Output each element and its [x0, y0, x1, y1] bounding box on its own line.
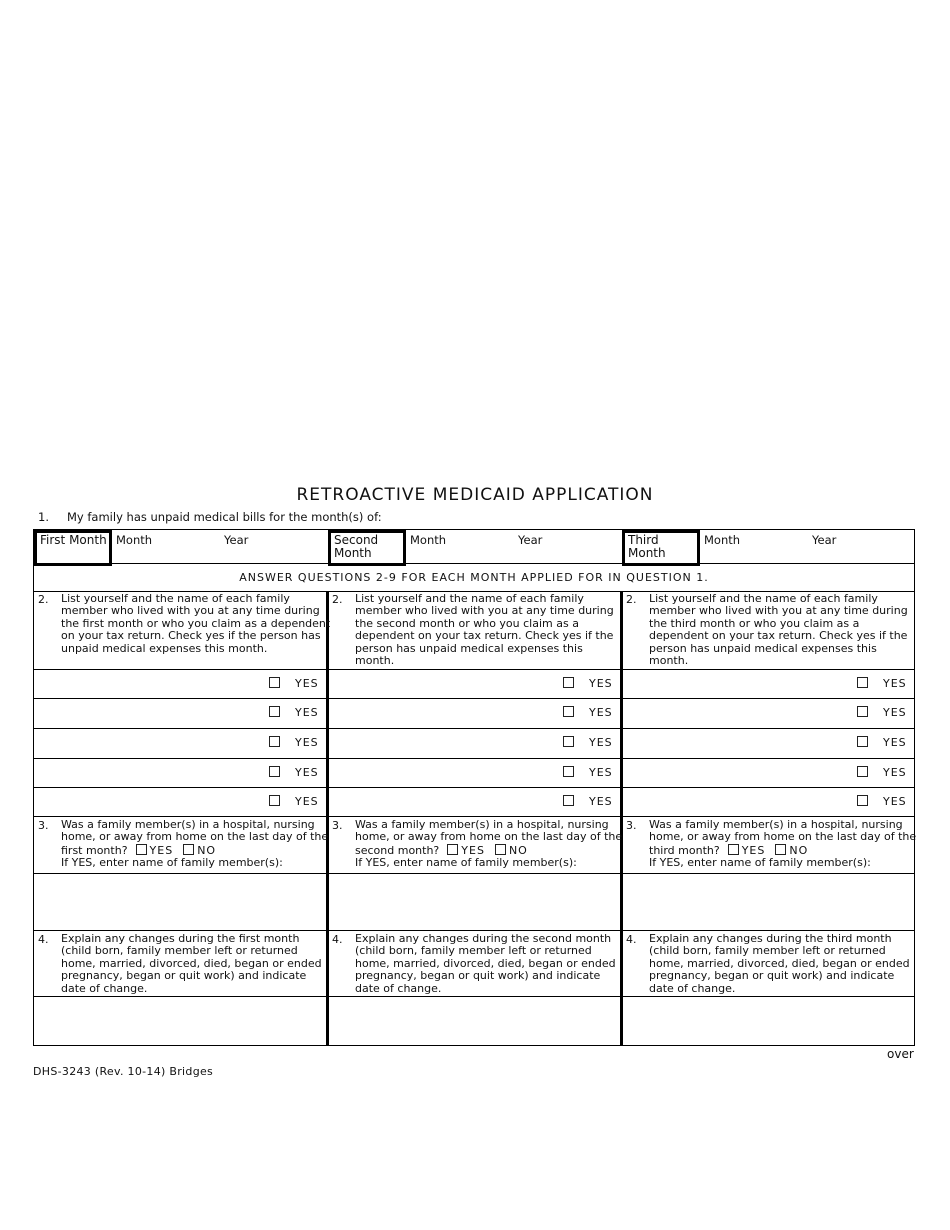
form-title: RETROACTIVE MEDICAID APPLICATION [296, 485, 654, 505]
family-member-name-field[interactable] [625, 730, 845, 755]
question-3-text-b: If YES, enter name of family member(s): [649, 856, 871, 870]
family-member-name-field[interactable] [625, 700, 845, 725]
yes-label: YES [589, 736, 613, 749]
q3-no-checkbox[interactable] [495, 844, 506, 855]
yes-checkbox[interactable] [563, 677, 574, 688]
question-3-answer-field[interactable] [625, 875, 911, 929]
yes-label: YES [295, 677, 319, 690]
yes-checkbox-row[interactable] [269, 736, 319, 749]
q3-no-label: NO [508, 843, 528, 857]
yes-label: YES [589, 677, 613, 690]
yes-label: YES [295, 766, 319, 779]
q3-yes-checkbox[interactable] [728, 844, 739, 855]
year-field-label[interactable]: Year [812, 533, 837, 547]
yes-checkbox-row[interactable] [857, 795, 907, 808]
yes-label: YES [295, 706, 319, 719]
yes-checkbox[interactable] [563, 706, 574, 717]
family-member-name-field[interactable] [37, 760, 257, 785]
yes-checkbox-row[interactable] [269, 706, 319, 719]
question-4-answer-field[interactable] [331, 998, 617, 1045]
q3-yes-label: YES [149, 843, 174, 857]
month-heading-2: Second Month [328, 530, 406, 566]
q3-no-label: NO [197, 843, 217, 857]
yes-checkbox-row[interactable] [269, 766, 319, 779]
yes-label: YES [883, 706, 907, 719]
question-3-number: 3. [332, 819, 343, 832]
question-2-number: 2. [38, 593, 49, 606]
q3-no-checkbox[interactable] [775, 844, 786, 855]
family-member-name-field[interactable] [331, 730, 551, 755]
year-field-label[interactable]: Year [224, 533, 249, 547]
question-2-number: 2. [332, 593, 343, 606]
yes-checkbox[interactable] [269, 677, 280, 688]
yes-checkbox-row[interactable] [269, 677, 319, 690]
yes-label: YES [883, 795, 907, 808]
question-3-options [720, 844, 809, 857]
question-3-text [649, 819, 919, 870]
yes-label: YES [589, 766, 613, 779]
yes-checkbox[interactable] [563, 766, 574, 777]
question-4-answer-field[interactable] [37, 998, 323, 1045]
family-member-name-field[interactable] [37, 700, 257, 725]
yes-checkbox[interactable] [563, 795, 574, 806]
family-member-name-field[interactable] [625, 671, 845, 696]
yes-checkbox[interactable] [857, 736, 868, 747]
question-1 [38, 510, 382, 524]
month-field-label[interactable]: Month [704, 533, 741, 547]
question-3-text-a: Was a family member(s) in a hospital, nursing home, or away from home on the last day of the first month? [61, 818, 329, 857]
yes-checkbox-row[interactable] [857, 677, 907, 690]
yes-label: YES [295, 795, 319, 808]
q3-yes-checkbox[interactable] [136, 844, 147, 855]
answer-instruction: ANSWER QUESTIONS 2-9 FOR EACH MONTH APPLIED FOR IN QUESTION 1. [239, 571, 709, 584]
yes-checkbox-row[interactable] [563, 766, 613, 779]
family-member-name-field[interactable] [625, 789, 845, 814]
question-3-text-b: If YES, enter name of family member(s): [61, 856, 283, 870]
question-3-text-a: Was a family member(s) in a hospital, nursing home, or away from home on the last day of the third month? [649, 818, 917, 857]
family-member-name-field[interactable] [331, 671, 551, 696]
yes-checkbox-row[interactable] [563, 795, 613, 808]
form-footer: DHS-3243 (Rev. 10-14) Bridges [33, 1065, 214, 1078]
yes-checkbox[interactable] [857, 795, 868, 806]
month-field-label[interactable]: Month [116, 533, 153, 547]
yes-checkbox-row[interactable] [857, 706, 907, 719]
retro-medicaid-form-table [33, 529, 915, 1046]
yes-label: YES [883, 766, 907, 779]
question-3-answer-field[interactable] [331, 875, 617, 929]
question-3-text-b: If YES, enter name of family member(s): [355, 856, 577, 870]
yes-label: YES [589, 706, 613, 719]
q3-yes-label: YES [741, 843, 766, 857]
question-1-number: 1. [38, 510, 49, 524]
q3-no-checkbox[interactable] [183, 844, 194, 855]
yes-checkbox[interactable] [269, 736, 280, 747]
yes-label: YES [589, 795, 613, 808]
year-field-label[interactable]: Year [518, 533, 543, 547]
yes-checkbox[interactable] [563, 736, 574, 747]
family-member-name-field[interactable] [625, 760, 845, 785]
yes-checkbox[interactable] [269, 795, 280, 806]
question-3-text-a: Was a family member(s) in a hospital, nursing home, or away from home on the last day of the second month? [355, 818, 623, 857]
question-3-options [128, 844, 217, 857]
question-3-options [439, 844, 528, 857]
family-member-name-field[interactable] [331, 789, 551, 814]
question-3-answer-field[interactable] [37, 875, 323, 929]
question-3-text [355, 819, 625, 870]
family-member-name-field[interactable] [331, 700, 551, 725]
question-2-number: 2. [626, 593, 637, 606]
q3-yes-checkbox[interactable] [447, 844, 458, 855]
yes-label: YES [883, 677, 907, 690]
over-label: over [887, 1047, 914, 1061]
yes-checkbox-row[interactable] [269, 795, 319, 808]
yes-checkbox[interactable] [857, 766, 868, 777]
family-member-name-field[interactable] [37, 789, 257, 814]
q3-yes-label: YES [461, 843, 485, 857]
question-2-text: List yourself and the name of each family member who lived with you at any time during the first month or who you claim as a dependent on your tax return. Check yes if the person has unpaid medical expenses this month. [61, 592, 331, 655]
question-3-text [61, 819, 331, 870]
question-2-text: List yourself and the name of each family member who lived with you at any time during the second month or who you claim as a dependent on your tax return. Check yes if the person has unpaid medical expenses this month. [355, 592, 614, 668]
month-heading-1: First Month [34, 530, 112, 566]
question-4-answer-field[interactable] [625, 998, 911, 1045]
question-3-number: 3. [626, 819, 637, 832]
yes-checkbox[interactable] [857, 706, 868, 717]
yes-checkbox-row[interactable] [563, 706, 613, 719]
yes-checkbox-row[interactable] [563, 677, 613, 690]
yes-checkbox[interactable] [857, 677, 868, 688]
yes-label: YES [295, 736, 319, 749]
q3-no-label: NO [789, 843, 809, 857]
family-member-name-field[interactable] [331, 760, 551, 785]
question-4-text: Explain any changes during the third month (child born, family member left or returned home, married, divorced, died, began or ended pregnancy, began or quit work) and indicate date of change. [649, 932, 910, 995]
yes-checkbox-row[interactable] [857, 766, 907, 779]
family-member-name-field[interactable] [37, 730, 257, 755]
question-3-number: 3. [38, 819, 49, 832]
yes-label: YES [883, 736, 907, 749]
yes-checkbox[interactable] [269, 766, 280, 777]
question-1-text: My family has unpaid medical bills for the month(s) of: [67, 510, 382, 524]
question-2-text: List yourself and the name of each family member who lived with you at any time during the third month or who you claim as a dependent on your tax return. Check yes if the person has unpaid medical expenses this month. [649, 592, 908, 668]
yes-checkbox[interactable] [269, 706, 280, 717]
question-4-number: 4. [38, 933, 49, 946]
question-4-text: Explain any changes during the second month (child born, family member left or returned home, married, divorced, died, began or ended pregnancy, began or quit work) and indicate date of change. [355, 932, 616, 995]
yes-checkbox-row[interactable] [857, 736, 907, 749]
month-heading-3: Third Month [622, 530, 700, 566]
yes-checkbox-row[interactable] [563, 736, 613, 749]
question-4-text: Explain any changes during the first month (child born, family member left or returned home, married, divorced, died, began or ended pregnancy, began or quit work) and indicate date of change. [61, 932, 322, 995]
question-4-number: 4. [332, 933, 343, 946]
family-member-name-field[interactable] [37, 671, 257, 696]
question-4-number: 4. [626, 933, 637, 946]
month-field-label[interactable]: Month [410, 533, 447, 547]
